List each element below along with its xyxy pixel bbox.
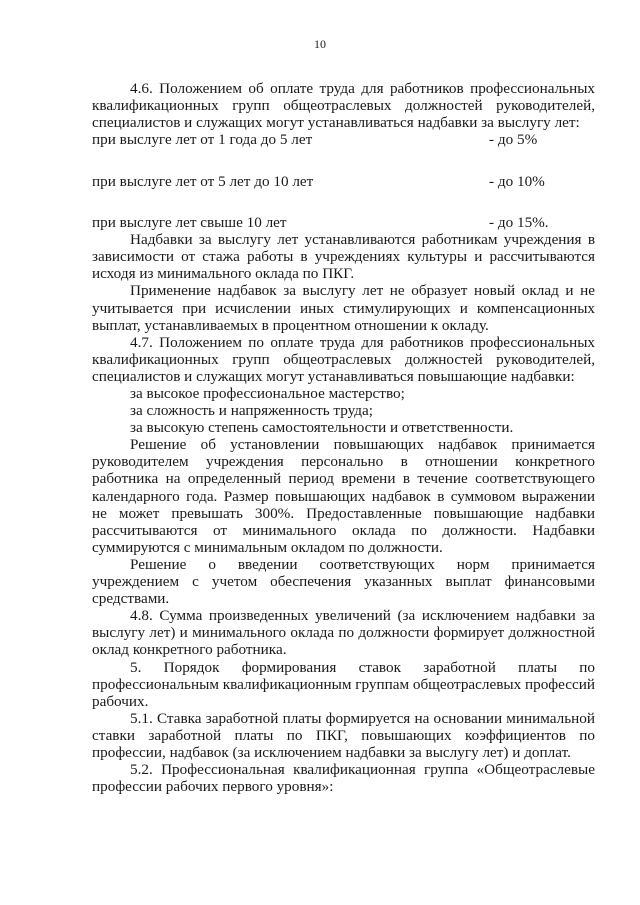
seniority-row (92, 173, 595, 190)
paragraph-decision: Решение об установлении повышающих надбавок принимается руководителем учреждения персонально в отношении конкретного работника на определенный период времени в течение соответствующего календарного года. Размер повышающих надбавок в суммовом выражении не может превышать 300%. Предоставленные повышающие надбавки рассчитываются от минимального оклада по должности. Надбавки суммируются с минимальным окладом по должности. (92, 436, 595, 556)
list-item: за высокое профессиональное мастерство; (130, 385, 405, 402)
seniority-bonus-list (92, 131, 595, 231)
row-spacer (92, 190, 595, 214)
paragraph-4-7: 4.7. Положением по оплате труда для работников профессиональных квалификационных групп общеотраслевых должностей руководителей, специалистов и служащих могут устанавливаться повышающие надбавки: (92, 333, 595, 385)
seniority-row-value: - до 15%. (489, 214, 549, 232)
seniority-row-label: при выслуге лет от 5 лет до 10 лет (92, 172, 314, 190)
list-item: за высокую степень самостоятельности и ответственности. (130, 419, 514, 437)
increase-bonus-list (92, 385, 595, 436)
paragraph-4-6: 4.6. Положением об оплате труда для работников профессиональных квалификационных групп общеотраслевых должностей руководителей, специалистов и служащих могут устанавливаться надбавки за выслугу лет: (92, 80, 595, 132)
list-item: за сложность и напряженность труда; (130, 402, 373, 420)
seniority-row (92, 214, 595, 231)
seniority-row-label: при выслуге лет от 1 года до 5 лет (92, 131, 313, 149)
seniority-row-value: - до 10% (489, 172, 545, 190)
paragraph-5-1: 5.1. Ставка заработной платы формируется на основании минимальной ставки заработной платы по ПКГ, повышающих коэффициентов по профессии, надбавок (за исключением надбавки за выслугу лет) и доплат. (92, 709, 595, 761)
paragraph-seniority-application: Применение надбавок за выслугу лет не образует новый оклад и не учитывается при исчислении иных стимулирующих и компенсационных выплат, устанавливаемых в процентном отношении к окладу. (92, 282, 595, 334)
seniority-row-label: при выслуге лет свыше 10 лет (92, 214, 287, 232)
paragraph-4-8: 4.8. Сумма произведенных увеличений (за исключением надбавки за выслугу лет) и минимального оклада по должности формирует должностной оклад конкретного работника. (92, 607, 595, 659)
paragraph-seniority-basis: Надбавки за выслугу лет устанавливаются работникам учреждения в зависимости от стажа работы в учреждениях культуры и рассчитываются исходя из минимального оклада по ПКГ. (92, 231, 595, 283)
seniority-row-value: - до 5% (489, 131, 538, 149)
seniority-row (92, 131, 595, 148)
paragraph-5: 5. Порядок формирования ставок заработной платы по профессиональным квалификационным группам общеотраслевых профессий рабочих. (92, 658, 595, 710)
row-spacer (92, 148, 595, 172)
paragraph-5-2: 5.2. Профессиональная квалификационная группа «Общеотраслевые профессии рабочих первого уровня»: (92, 761, 595, 796)
paragraph-funding: Решение о введении соответствующих норм принимается учреждением с учетом обеспечения указанных выплат финансовыми средствами. (92, 555, 595, 608)
document-body (92, 80, 595, 795)
page-number: 10 (314, 37, 326, 51)
